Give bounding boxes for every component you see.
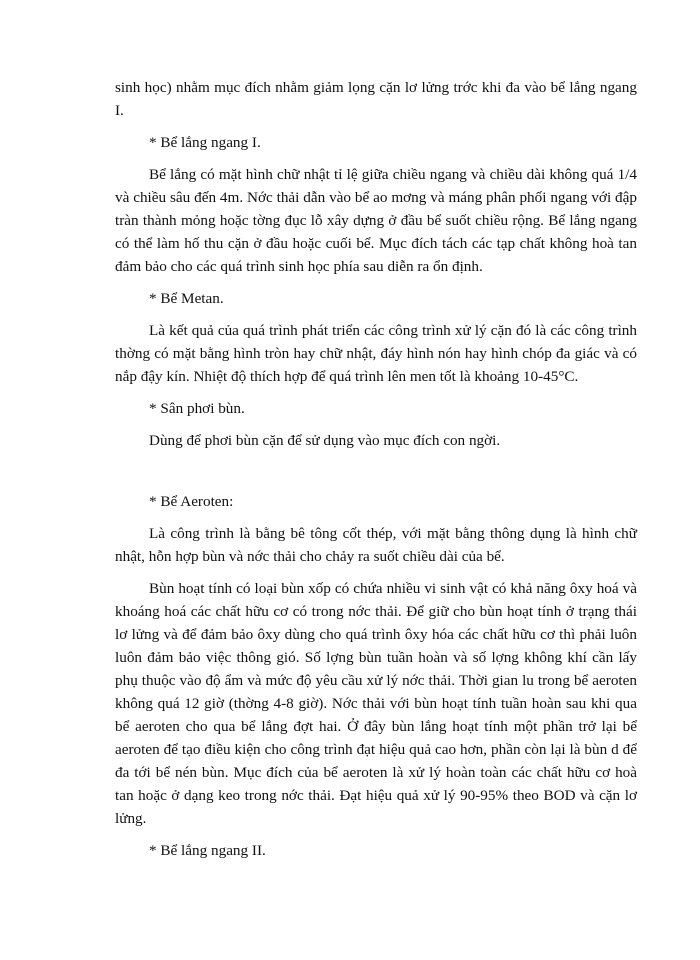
heading-methane-tank: * Bể Metan. [149, 290, 224, 307]
paragraph-horizontal-settling-tank-1: Bể lắng có mặt hình chữ nhật tỉ lệ giữa chiều ngang và chiều dài không quá 1/4 và chiều sâu đến 4m. Nớc thải dẫn vào bể ao mơng và máng phân phối ngang với đập tràn thành mỏng hoặc tờng đục lỗ xây dựng ở đầu bể suốt chiều rộng. Bể lắng ngang có thể làm hố thu cặn ở đầu hoặc cuối bể. Mục đích tách các tạp chất không hoà tan đảm bảo cho các quá trình sinh học phía sau diễn ra ổn định. [115, 166, 637, 275]
heading-sludge-drying-bed: * Sân phơi bùn. [149, 400, 245, 417]
document-page [115, 76, 637, 862]
paragraph-aerotank-structure: Là công trình là bằng bê tông cốt thép, với mặt bằng thông dụng là hình chữ nhật, hỗn hợp bùn và nớc thải cho chảy ra suốt chiều dài của bể. [115, 525, 637, 565]
paragraph-sludge-drying-bed: Dùng để phơi bùn cặn để sử dụng vào mục đích con ngời. [149, 432, 501, 449]
heading-horizontal-settling-tank-1: * Bể lắng ngang I. [149, 134, 261, 151]
paragraph-methane-tank: Là kết quả của quá trình phát triển các công trình xử lý cặn đó là các công trình thờng có mặt bằng hình tròn hay chữ nhật, đáy hình nón hay hình chóp đa giác và có nắp đậy kín. Nhiệt độ thích hợp để quá trình lên men tốt là khoảng 10-45°C. [115, 322, 637, 385]
paragraph-activated-sludge: Bùn hoạt tính có loại bùn xốp có chứa nhiều vi sinh vật có khả năng ôxy hoá và khoáng hoá các chất hữu cơ có trong nớc thải. Để giữ cho bùn hoạt tính ở trạng thái lơ lửng và để đảm bảo ôxy dùng cho quá trình ôxy hóa các chất hữu cơ thì phải luôn luôn đảm bảo việc thông gió. Số lợng bùn tuần hoàn và số lợng không khí cần lấy phụ thuộc vào độ ẩm và mức độ yêu cầu xử lý nớc thải. Thời gian lu trong bể aeroten không quá 12 giờ (thờng 4-8 giờ). Nớc thải với bùn hoạt tính tuần hoàn sau khi qua bể aeroten cho qua bể lắng đợt hai. Ở đây bùn lắng hoạt tính một phần trở lại bể aeroten để tạo điều kiện cho công trình đạt hiệu quả cao hơn, phần còn lại là bùn d để đa tới bể nén bùn. Mục đích của bể aeroten là xử lý hoàn toàn các chất hữu cơ hoà tan hoặc ở dạng keo trong nớc thải. Đạt hiệu quả xử lý 90-95% theo BOD và cặn lơ lửng. [115, 580, 637, 827]
heading-horizontal-settling-tank-2: * Bể lắng ngang II. [149, 842, 266, 859]
heading-aerotank: * Bể Aeroten: [149, 493, 234, 510]
paragraph-intro-continuation: sinh học) nhằm mục đích nhằm giảm lọng cặn lơ lửng trớc khi đa vào bể lắng ngang I. [115, 79, 637, 119]
